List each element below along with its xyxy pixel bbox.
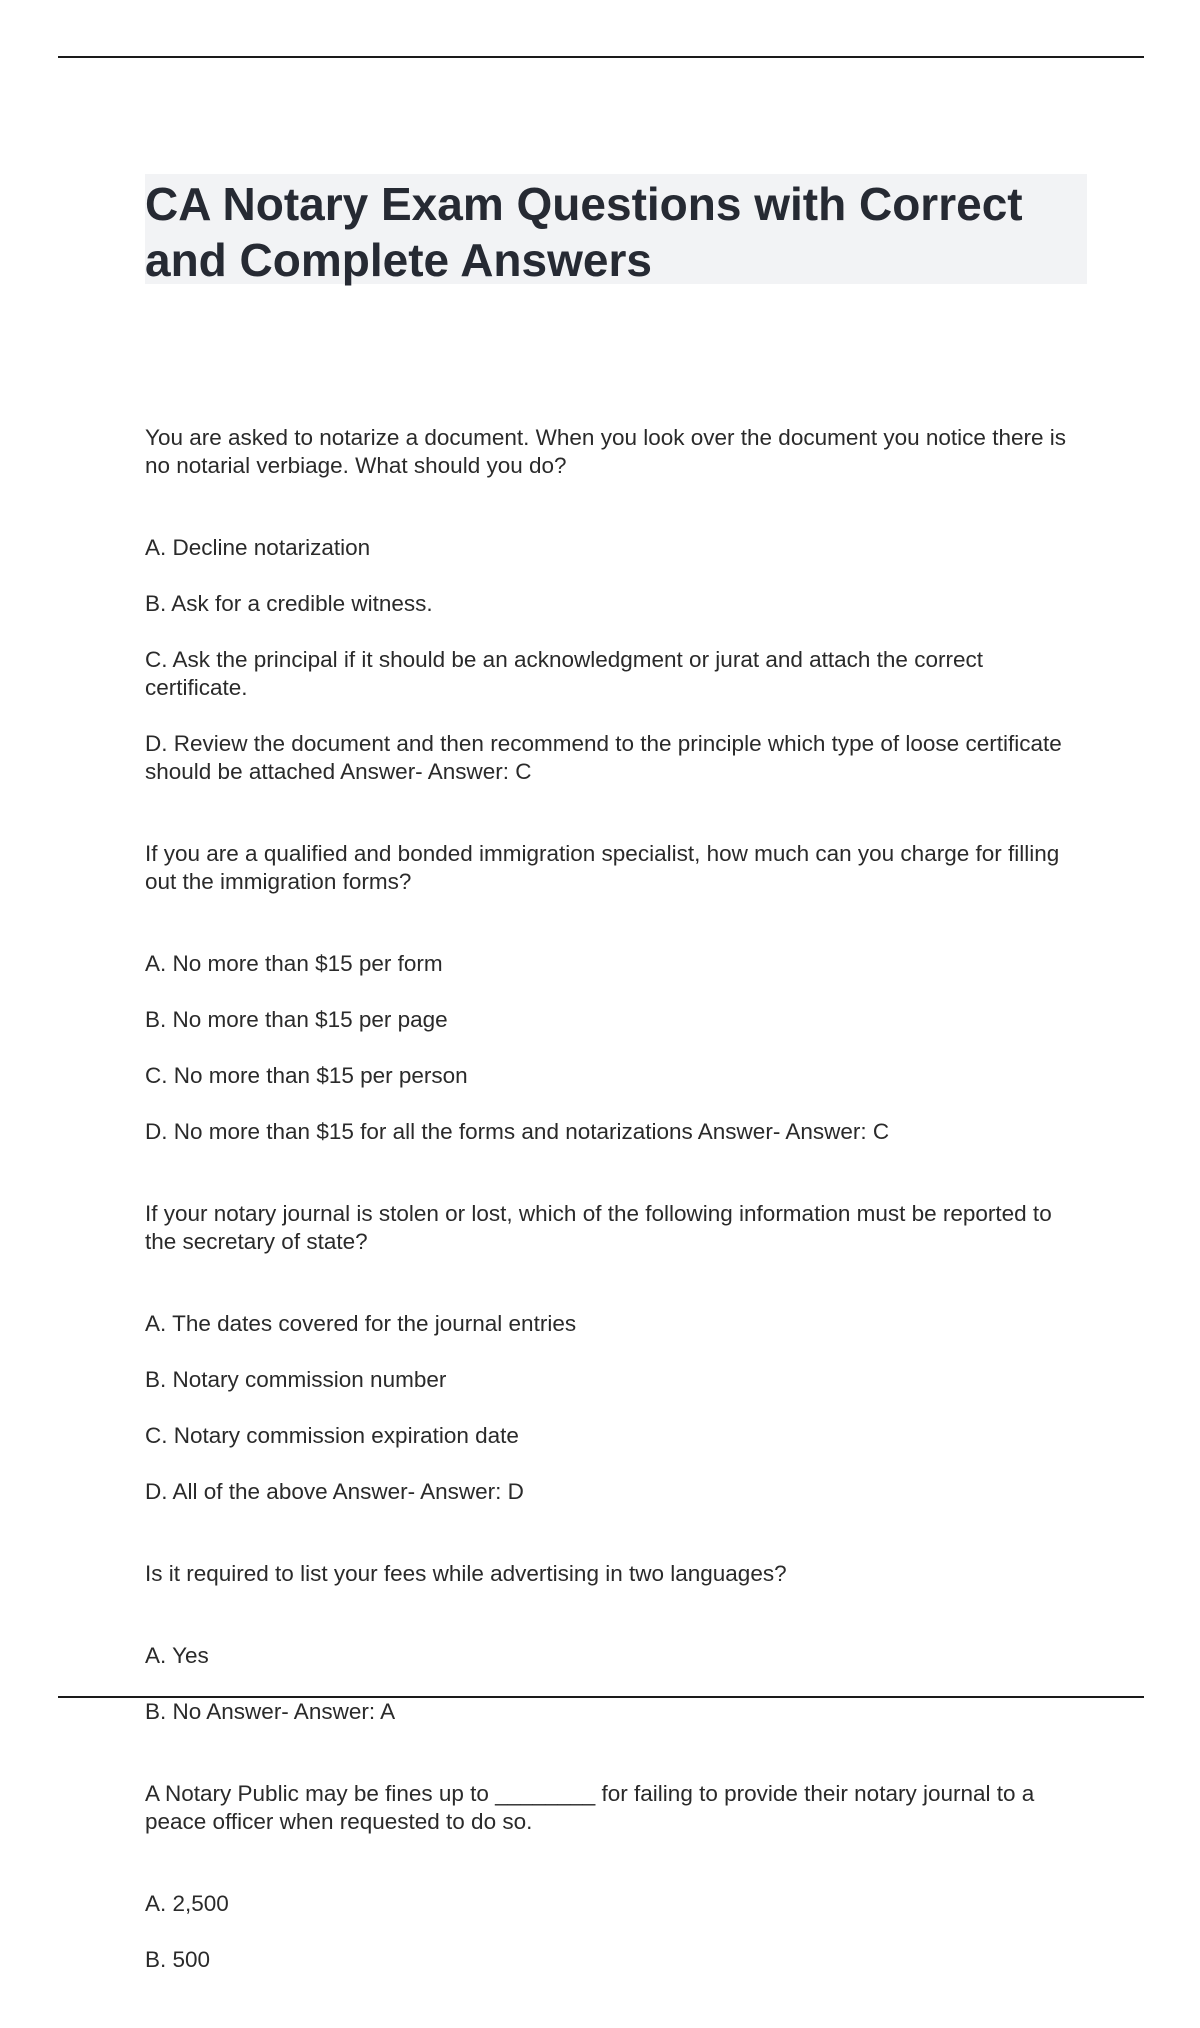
question-text: If your notary journal is stolen or lost, which of the following information must be reported to the secretary of state? <box>145 1201 1052 1254</box>
option: C. No more than $15 per person <box>145 1063 468 1088</box>
option: A. 2,500 <box>145 1891 229 1916</box>
question-block <box>145 1560 1085 1754</box>
question-block <box>145 424 1085 814</box>
option: A. No more than $15 per form <box>145 951 443 976</box>
answer-options <box>145 506 1085 814</box>
answer-options <box>145 1862 1085 2002</box>
option: B. No more than $15 per page <box>145 1007 448 1032</box>
answer-options <box>145 1282 1085 1534</box>
option: D. All of the above Answer- Answer: D <box>145 1479 524 1504</box>
option: B. Notary commission number <box>145 1367 447 1392</box>
question-block <box>145 840 1085 1174</box>
option: C. Notary commission expiration date <box>145 1423 519 1448</box>
question-text: If you are a qualified and bonded immigration specialist, how much can you charge for filling out the immigration forms? <box>145 841 1060 894</box>
option: B. 500 <box>145 1947 211 1972</box>
top-rule <box>58 56 1144 58</box>
document-title: CA Notary Exam Questions with Correct and Complete Answers <box>145 178 1023 286</box>
bottom-rule <box>58 1696 1144 1698</box>
question-block <box>145 1780 1085 2002</box>
option: A. The dates covered for the journal entries <box>145 1311 577 1336</box>
answer-options <box>145 922 1085 1174</box>
option: D. Review the document and then recommend to the principle which type of loose certificate should be attached Answer- Answer: C <box>145 731 1062 784</box>
option: B. No Answer- Answer: A <box>145 1699 396 1724</box>
question-text: Is it required to list your fees while advertising in two languages? <box>145 1561 787 1586</box>
option: D. No more than $15 for all the forms and notarizations Answer- Answer: C <box>145 1119 890 1144</box>
option: B. Ask for a credible witness. <box>145 591 433 616</box>
question-block <box>145 1200 1085 1534</box>
option: C. Ask the principal if it should be an acknowledgment or jurat and attach the correct certificate. <box>145 647 983 700</box>
answer-options <box>145 1614 1085 1754</box>
document-body <box>145 424 1085 2028</box>
option: A. Yes <box>145 1643 209 1668</box>
question-text: You are asked to notarize a document. When you look over the document you notice there is no notarial verbiage. What should you do? <box>145 425 1066 478</box>
question-text: A Notary Public may be fines up to ________ for failing to provide their notary journal to a peace officer when requested to do so. <box>145 1781 1035 1834</box>
option: A. Decline notarization <box>145 535 371 560</box>
